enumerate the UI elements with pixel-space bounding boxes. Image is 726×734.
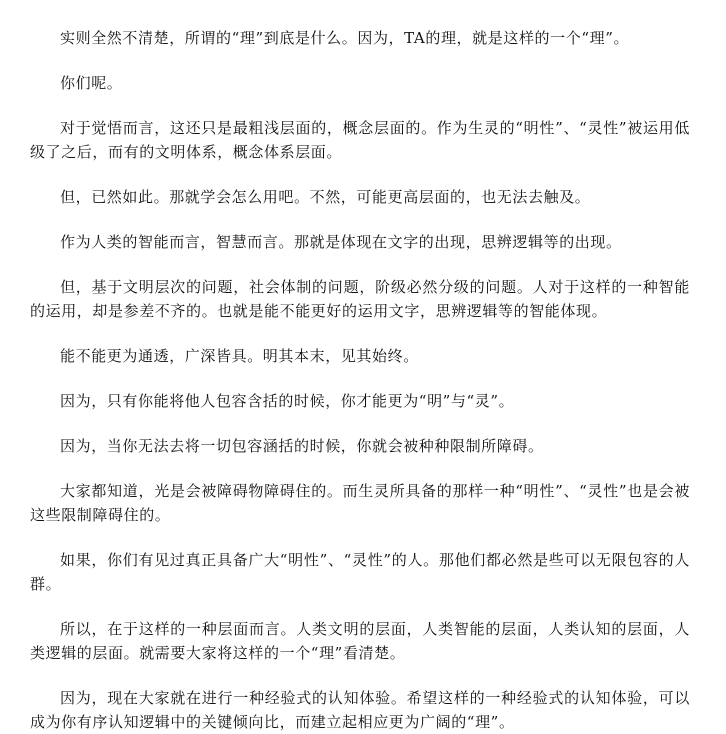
- paragraph: 你们呢。: [60, 74, 123, 92]
- paragraph: 能不能更为通透，广深皆具。明其本末，见其始终。: [60, 347, 419, 365]
- paragraph: 所以，在于这样的一种层面而言。人类文明的层面，人类智能的层面，人类认知的层面，人类逻辑的层面。就需要大家将这样的一个“理”看清楚。: [30, 620, 690, 662]
- paragraph: 作为人类的智能而言，智慧而言。那就是体现在文字的出现，思辨逻辑等的出现。: [60, 233, 622, 251]
- document-body: [30, 26, 690, 734]
- paragraph: 大家都知道，光是会被障碍物障碍住的。而生灵所具备的那样一种“明性”、“灵性”也是会被这些限制障碍住的。: [30, 482, 690, 524]
- paragraph: 实则全然不清楚，所谓的“理”到底是什么。因为，TA的理，就是这样的一个“理”。: [60, 29, 630, 47]
- paragraph: 因为，只有你能将他人包容含括的时候，你才能更为“明”与“灵”。: [60, 392, 515, 410]
- paragraph: 如果，你们有见过真正具备广大“明性”、“灵性”的人。那他们都必然是些可以无限包容的人群。: [30, 551, 690, 593]
- paragraph: 但，基于文明层次的问题，社会体制的问题，阶级必然分级的问题。人对于这样的一种智能的运用，却是参差不齐的。也就是能不能更好的运用文字，思辨逻辑等的智能体现。: [30, 278, 690, 320]
- paragraph: 但，已然如此。那就学会怎么用吧。不然，可能更高层面的，也无法去触及。: [60, 188, 591, 206]
- paragraph: 因为，现在大家就在进行一种经验式的认知体验。希望这样的一种经验式的认知体验，可以成为你有序认知逻辑中的关键倾向比，而建立起相应更为广阔的“理”。: [30, 689, 690, 731]
- paragraph: 对于觉悟而言，这还只是最粗浅层面的，概念层面的。作为生灵的“明性”、“灵性”被运用低级了之后，而有的文明体系，概念体系层面。: [30, 119, 690, 161]
- paragraph: 因为，当你无法去将一切包容涵括的时候，你就会被种种限制所障碍。: [60, 437, 544, 455]
